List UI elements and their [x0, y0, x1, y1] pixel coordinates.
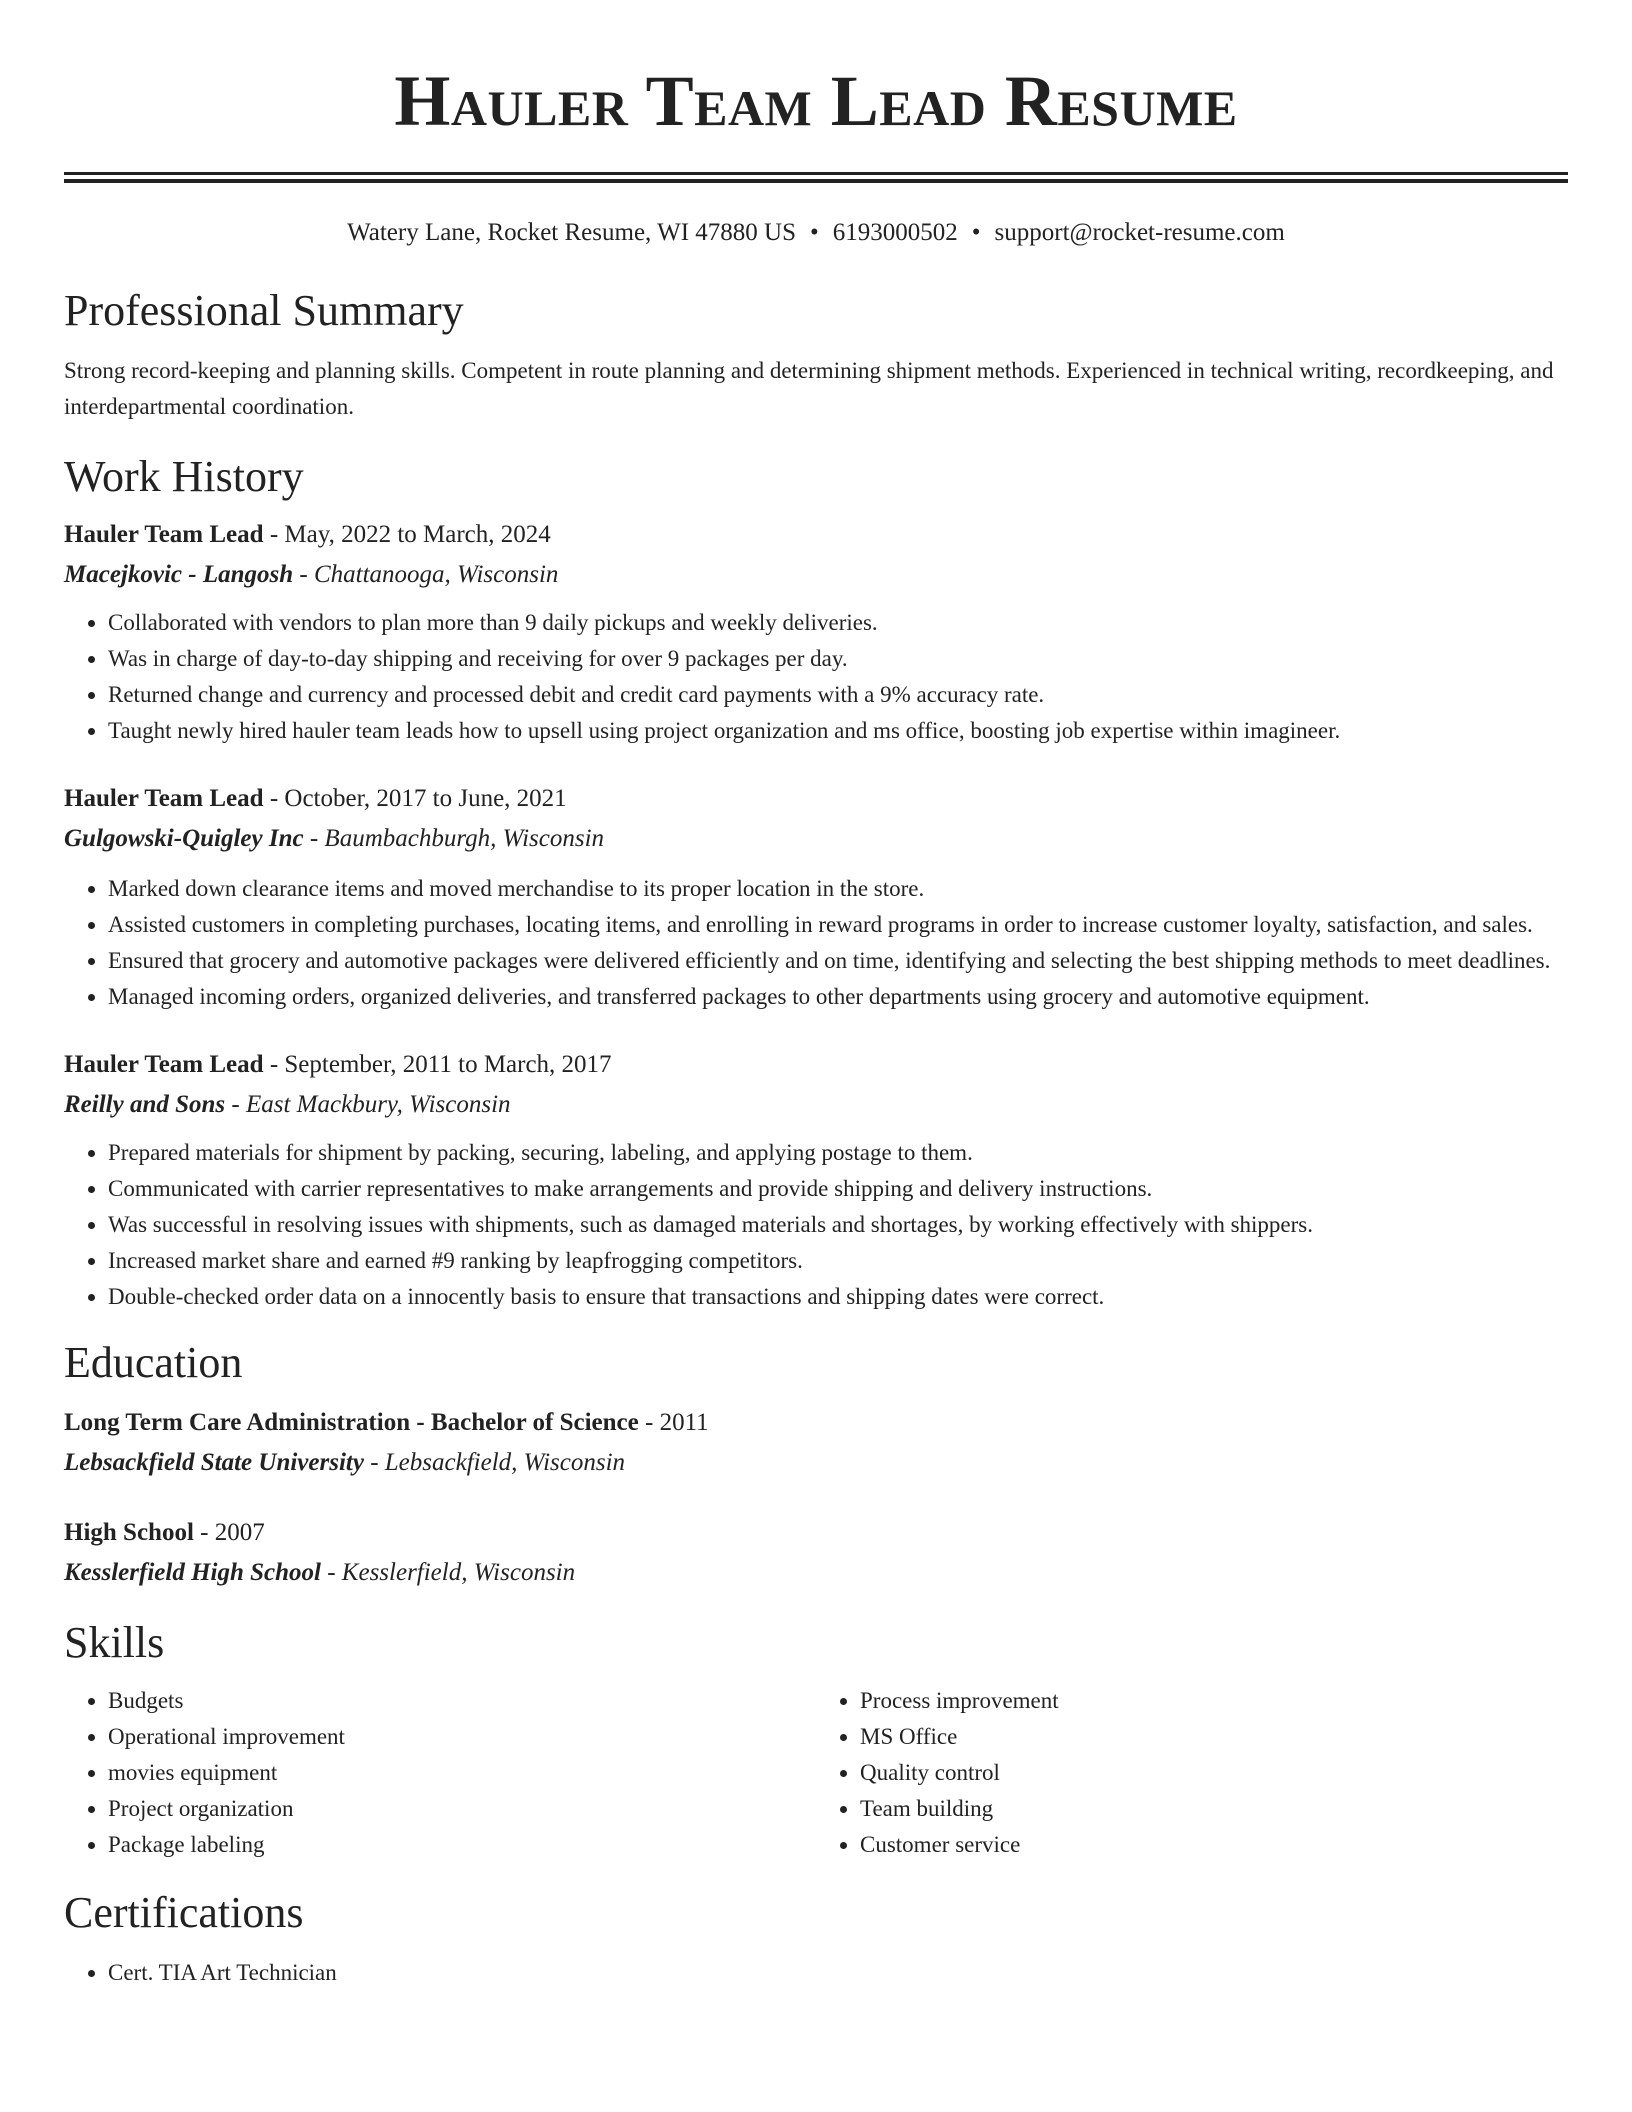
contact-separator: •: [971, 219, 981, 246]
job-entry: [64, 779, 1568, 1015]
contact-phone: 6193000502: [832, 219, 958, 246]
education-school-line: [64, 1553, 1568, 1593]
education-entry: [64, 1403, 1568, 1483]
job-bullets: [64, 1135, 1568, 1315]
education-school: Kesslerfield High School: [64, 1559, 321, 1586]
skill-item: • MS Office: [860, 1719, 1568, 1755]
contact-line: [64, 217, 1568, 249]
job-dates: - September, 2011 to March, 2017: [263, 1051, 612, 1078]
education-entry: [64, 1513, 1568, 1593]
job-bullet: • Increased market share and earned #9 ranking by leapfrogging competitors.: [108, 1243, 1568, 1279]
job-bullet: • Taught newly hired hauler team leads how to upsell using project organization and ms office, boosting job expertise within imagineer.: [108, 713, 1568, 749]
education-degree-line: [64, 1403, 1568, 1443]
job-title-line: [64, 779, 1568, 819]
job-dates: - October, 2017 to June, 2021: [263, 785, 567, 812]
certifications-list: [64, 1955, 1568, 1991]
certifications-heading: Certifications: [64, 1888, 304, 1937]
job-bullet: • Marked down clearance items and moved merchandise to its proper location in the store.: [108, 871, 1568, 907]
job-bullet: • Communicated with carrier representatives to make arrangements and provide shipping and delivery instructions.: [108, 1171, 1568, 1207]
job-bullets: [64, 871, 1568, 1015]
job-title: Hauler Team Lead: [64, 1051, 264, 1078]
job-company: Macejkovic - Langosh: [64, 561, 294, 588]
job-bullet: • Managed incoming orders, organized deliveries, and transferred packages to other departments using grocery and automotive equipment.: [108, 979, 1568, 1015]
skill-item: • Customer service: [860, 1827, 1568, 1863]
contact-separator: •: [809, 219, 819, 246]
job-bullet: • Prepared materials for shipment by packing, securing, labeling, and applying postage to them.: [108, 1135, 1568, 1171]
job-bullet: • Was successful in resolving issues with shipments, such as damaged materials and shortages, by working effectively with shippers.: [108, 1207, 1568, 1243]
skills-column-right: [816, 1683, 1568, 1863]
contact-address: Watery Lane, Rocket Resume, WI 47880 US: [347, 219, 796, 246]
job-title-line: [64, 1045, 1568, 1085]
job-company-line: [64, 1085, 1568, 1125]
contact-email: support@rocket-resume.com: [994, 219, 1285, 246]
job-bullet: • Returned change and currency and processed debit and credit card payments with a 9% accuracy rate.: [108, 677, 1568, 713]
skill-item: • movies equipment: [108, 1755, 816, 1791]
job-dates: - May, 2022 to March, 2024: [263, 521, 551, 548]
education-heading: Education: [64, 1338, 243, 1387]
job-entry: [64, 1045, 1568, 1315]
education-location: - Lebsackfield, Wisconsin: [363, 1449, 626, 1476]
skill-item: • Quality control: [860, 1755, 1568, 1791]
job-title-line: [64, 515, 1568, 555]
certification-item: • Cert. TIA Art Technician: [108, 1955, 1568, 1991]
job-bullets: [64, 605, 1568, 749]
education-degree: Long Term Care Administration - Bachelor of Science: [64, 1409, 639, 1436]
job-bullet: • Ensured that grocery and automotive packages were delivered efficiently and on time, identifying and selecting the best shipping methods to meet deadlines.: [108, 943, 1568, 979]
job-company-line: [64, 819, 1568, 859]
job-company-line: [64, 555, 1568, 595]
education-degree-line: [64, 1513, 1568, 1553]
education-year: - 2011: [638, 1409, 709, 1436]
skills-column-left: [64, 1683, 816, 1863]
skills-heading: Skills: [64, 1618, 165, 1667]
skill-item: • Team building: [860, 1791, 1568, 1827]
education-school-line: [64, 1443, 1568, 1483]
job-bullet: • Assisted customers in completing purchases, locating items, and enrolling in reward programs in order to increase customer loyalty, satisfaction, and sales.: [108, 907, 1568, 943]
education-degree: High School: [64, 1519, 194, 1546]
skill-item: • Package labeling: [108, 1827, 816, 1863]
job-bullet: • Double-checked order data on a innocently basis to ensure that transactions and shipping dates were correct.: [108, 1279, 1568, 1315]
resume-title: Hauler Team Lead Resume: [394, 61, 1238, 141]
job-company: Gulgowski-Quigley Inc: [64, 825, 304, 852]
job-bullet: • Was in charge of day-to-day shipping and receiving for over 9 packages per day.: [108, 641, 1568, 677]
job-title: Hauler Team Lead: [64, 521, 264, 548]
education-year: - 2007: [193, 1519, 265, 1546]
job-location: - East Mackbury, Wisconsin: [225, 1091, 511, 1118]
job-location: - Baumbachburgh, Wisconsin: [303, 825, 605, 852]
job-bullet: • Collaborated with vendors to plan more than 9 daily pickups and weekly deliveries.: [108, 605, 1568, 641]
work-history-heading: Work History: [64, 452, 304, 501]
skill-item: • Project organization: [108, 1791, 816, 1827]
skill-item: • Budgets: [108, 1683, 816, 1719]
title-double-rule: [64, 172, 1568, 183]
job-entry: [64, 515, 1568, 749]
job-title: Hauler Team Lead: [64, 785, 264, 812]
education-school: Lebsackfield State University: [64, 1449, 364, 1476]
education-location: - Kesslerfield, Wisconsin: [320, 1559, 576, 1586]
skills-list: [64, 1683, 1568, 1863]
job-location: - Chattanooga, Wisconsin: [293, 561, 559, 588]
summary-text: Strong record-keeping and planning skills. Competent in route planning and determining shipment methods. Experienced in technical writing, recordkeeping, and interdepartmental coordination.: [64, 358, 1554, 419]
skill-item: • Operational improvement: [108, 1719, 816, 1755]
skill-item: • Process improvement: [860, 1683, 1568, 1719]
summary-heading: Professional Summary: [64, 286, 464, 335]
job-company: Reilly and Sons: [64, 1091, 226, 1118]
